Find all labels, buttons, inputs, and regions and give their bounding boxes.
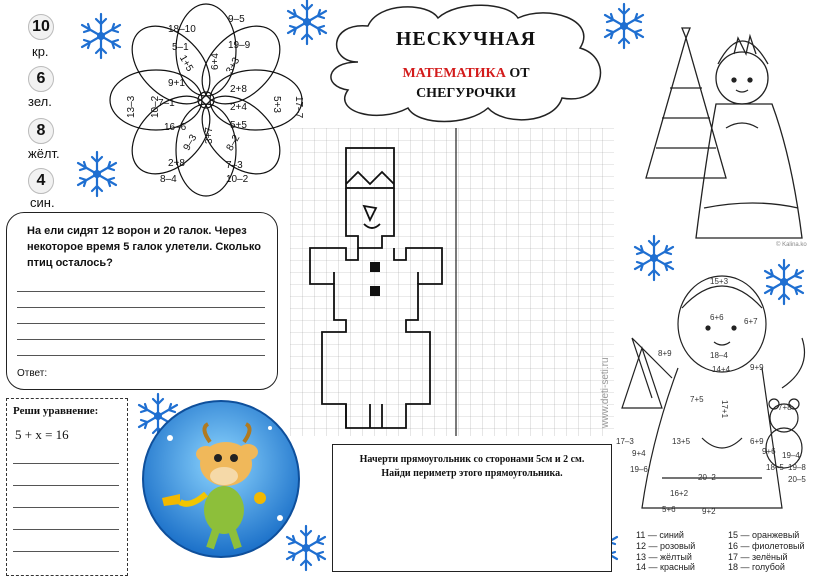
credit-text: © Kalina.ko (776, 242, 807, 248)
color-num-3: 8 (28, 118, 54, 144)
angel-expr-4: 8+9 (658, 349, 672, 358)
angel-expr-24: 6+9 (750, 437, 764, 446)
flower-expr-4: 9+1 (168, 78, 185, 89)
angel-expr-18: 7+8 (778, 403, 792, 412)
flower-expr-11: 8–4 (160, 174, 177, 185)
angel-expr-23: 20–5 (788, 475, 806, 484)
legend-item: 12 — розовый (636, 541, 696, 551)
angel-expr-6: 14+4 (712, 365, 731, 374)
flower-expr-8: 16–6 (164, 122, 187, 133)
title-line-1: НЕСКУЧНАЯ (395, 28, 537, 50)
flower-expr-24: 19–9 (228, 40, 251, 51)
color-num-2: 6 (28, 66, 54, 92)
rectangle-task-box (332, 444, 612, 572)
flower-expr-10: 2+8 (168, 158, 185, 169)
solution-line[interactable] (13, 463, 119, 464)
angel-expr-20: 19–4 (782, 451, 800, 460)
angel-expr-3: 6+7 (744, 317, 758, 326)
legend-item: 11 — синий (636, 530, 684, 540)
flower-expr-22: 10–2 (226, 174, 249, 185)
angel-expr-16: 9+2 (702, 507, 716, 516)
title-cloud (318, 2, 614, 126)
title-from-word: ОТ (509, 66, 530, 81)
flower-expr-18: 5+3 (271, 96, 282, 113)
solution-line[interactable] (13, 529, 119, 530)
answer-line[interactable] (17, 291, 265, 292)
angel-expr-2: 6+6 (710, 313, 724, 322)
word-problem-box (6, 212, 278, 390)
legend-item: 17 — зелёный (728, 552, 788, 562)
angel-expr-15: 20–2 (698, 473, 716, 482)
flower-expr-2: 5–1 (172, 42, 189, 53)
answer-line[interactable] (17, 355, 265, 356)
flower-mandala (108, 2, 304, 198)
flower-expr-17: 17–7 (293, 96, 304, 119)
angel-expr-19: 9+6 (762, 447, 776, 456)
flower-expr-7: 13–3 (126, 95, 137, 118)
flower-expr-5: 7–1 (158, 98, 175, 109)
answer-line[interactable] (17, 323, 265, 324)
snow-maiden-image (626, 8, 812, 248)
watermark-text: www.deti-seti.ru (600, 357, 611, 428)
flower-expr-16: 5+5 (230, 120, 247, 131)
answer-label: Ответ: (17, 368, 48, 379)
solution-line[interactable] (13, 485, 119, 486)
equation-expression: 5 + x = 16 (15, 427, 69, 442)
answer-line[interactable] (17, 307, 265, 308)
flower-expr-12: 6+4 (210, 53, 221, 70)
angel-expr-12: 9+4 (632, 449, 646, 458)
flower-expr-14: 2+8 (230, 84, 247, 95)
solution-line[interactable] (13, 551, 119, 552)
flower-expr-20: 8–2 (224, 133, 243, 153)
solution-line[interactable] (13, 507, 119, 508)
flower-expr-19: 3+7 (204, 127, 215, 144)
title-line-2 (318, 66, 614, 82)
angel-expr-9: 17+1 (720, 400, 729, 419)
flower-expr-6: 10–2 (150, 95, 161, 118)
angel-expr-14: 16+2 (670, 489, 689, 498)
angel-expr-11: 17–3 (616, 437, 634, 446)
angel-expr-1: 15+3 (710, 277, 729, 286)
angel-expr-22: 18–5 (766, 463, 784, 472)
flower-expr-9: 9–3 (181, 132, 200, 153)
color-num-1: 10 (28, 14, 54, 40)
word-problem-text: На ели сидят 12 ворон и 20 галок. Через некоторое время 5 галок улетели. Сколько птиц осталось? (27, 225, 261, 269)
rectangle-task-line-2: Найди периметр этого прямоугольника. (381, 468, 563, 479)
color-label-2: зел. (28, 94, 52, 109)
angel-coloring-image (612, 268, 816, 528)
flower-expr-23: 9–5 (228, 14, 245, 25)
color-label-1: кр. (32, 44, 49, 59)
answer-line[interactable] (17, 339, 265, 340)
title-math-word: МАТЕМАТИКА (402, 66, 506, 81)
legend-item: 16 — фиолетовый (728, 541, 805, 551)
color-num-4: 4 (28, 168, 54, 194)
equation-box (6, 398, 128, 576)
flower-expr-3: 1+5 (176, 53, 195, 74)
flower-expr-1: 18–10 (168, 24, 196, 35)
legend-item: 14 — красный (636, 562, 695, 572)
legend-item: 18 — голубой (728, 562, 785, 572)
drawing-grid[interactable] (290, 128, 614, 436)
flower-expr-21: 7–3 (226, 160, 243, 171)
angel-expr-8: 7+5 (690, 395, 704, 404)
angel-expr-10: 13+5 (672, 437, 691, 446)
rectangle-task-line-1: Начерти прямоугольник со сторонами 5см и 2 см. (359, 454, 585, 465)
equation-heading: Реши уравнение: (13, 405, 99, 417)
angel-expr-13: 19–6 (630, 465, 648, 474)
angel-expr-17: 5+6 (662, 505, 676, 514)
flower-expr-15: 2+4 (230, 102, 247, 113)
angel-expr-21: 19–8 (788, 463, 806, 472)
flower-expr-13: 3+3 (224, 55, 243, 76)
legend-item: 13 — жёлтый (636, 552, 692, 562)
angel-expr-7: 9+9 (750, 363, 764, 372)
bull-medallion-image (140, 398, 302, 560)
angel-expr-5: 18–4 (710, 351, 728, 360)
title-line-3: СНЕГУРОЧКИ (416, 86, 516, 101)
color-label-4: син. (30, 195, 55, 210)
color-label-3: жёлт. (28, 146, 60, 161)
legend-item: 15 — оранжевый (728, 530, 800, 540)
